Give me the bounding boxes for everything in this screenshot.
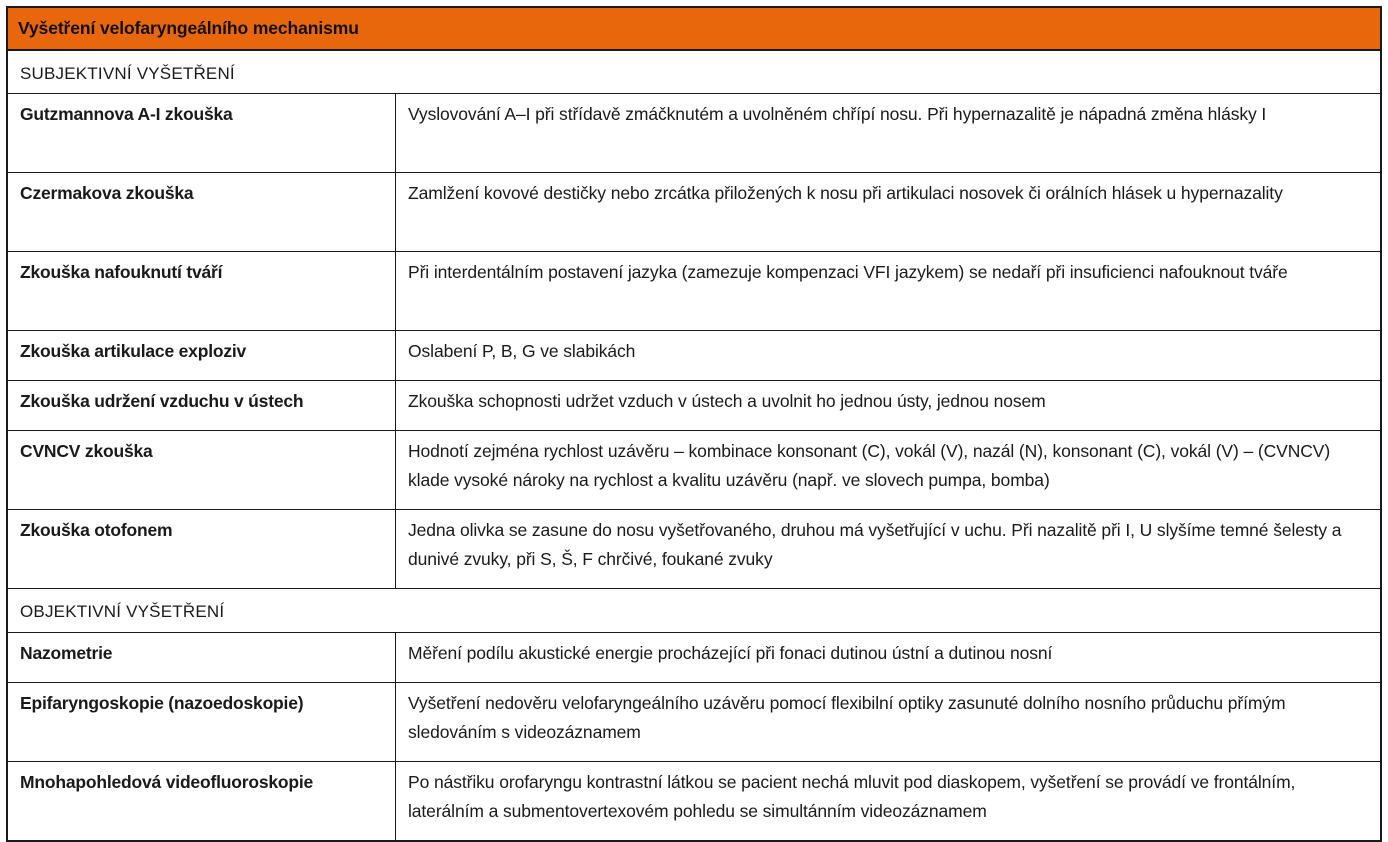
exam-name: Zkouška udržení vzduchu v ústech [8,381,396,431]
exam-description: Vyslovování A–I při střídavě zmáčknutém a uvolněném chřípí nosu. Při hypernazalitě je nápadná změna hlásky I [396,94,1381,173]
table-row [8,331,1381,381]
exam-name: Czermakova zkouška [8,173,396,252]
exam-description: Při interdentálním postavení jazyka (zamezuje kompenzaci VFI jazykem) se nedaří při insuficienci nafouknout tváře [396,252,1381,331]
table-row [8,431,1381,510]
table-row [8,510,1381,589]
exam-name: Zkouška nafouknutí tváří [8,252,396,331]
table-row [8,762,1381,841]
section-heading-row [8,50,1381,94]
table-row [8,381,1381,431]
exam-name: Zkouška otofonem [8,510,396,589]
section-heading-row [8,589,1381,633]
exam-name: Mnohapohledová videofluoroskopie [8,762,396,841]
table-row [8,252,1381,331]
exam-description: Hodnotí zejména rychlost uzávěru – kombinace konsonant (C), vokál (V), nazál (N), konsonant (C), vokál (V) – (CVNCV) klade vysoké nároky na rychlost a kvalitu uzávěru (např. ve slovech pumpa, bomba) [396,431,1381,510]
exam-description: Zamlžení kovové destičky nebo zrcátka přiložených k nosu při artikulaci nosovek či orálních hlásek u hypernazality [396,173,1381,252]
exam-description: Oslabení P, B, G ve slabikách [396,331,1381,381]
table-row [8,683,1381,762]
table-row [8,94,1381,173]
exam-table [6,6,1382,842]
exam-name: Zkouška artikulace exploziv [8,331,396,381]
exam-name: Nazometrie [8,633,396,683]
table-title: Vyšetření velofaryngeálního mechanismu [8,8,1381,50]
exam-name: CVNCV zkouška [8,431,396,510]
exam-table-grid [7,7,1381,841]
section-heading-objective: OBJEKTIVNÍ VYŠETŘENÍ [8,589,1381,633]
section-heading-subjective: SUBJEKTIVNÍ VYŠETŘENÍ [8,50,1381,94]
table-row [8,633,1381,683]
exam-name: Gutzmannova A-I zkouška [8,94,396,173]
table-row [8,173,1381,252]
exam-description: Po nástřiku orofaryngu kontrastní látkou se pacient nechá mluvit pod diaskopem, vyšetření se provádí ve frontálním, laterálním a submentovertexovém pohledu se simultánním videozáznamem [396,762,1381,841]
exam-description: Jedna olivka se zasune do nosu vyšetřovaného, druhou má vyšetřující v uchu. Při nazalitě při I, U slyšíme temné šelesty a dunivé zvuky, při S, Š, F chrčivé, foukané zvuky [396,510,1381,589]
table-title-row [8,8,1381,50]
exam-name: Epifaryngoskopie (nazoedoskopie) [8,683,396,762]
exam-description: Vyšetření nedověru velofaryngeálního uzávěru pomocí flexibilní optiky zasunuté dolního nosního průduchu přímým sledováním s videozáznamem [396,683,1381,762]
exam-description: Měření podílu akustické energie procházející při fonaci dutinou ústní a dutinou nosní [396,633,1381,683]
exam-description: Zkouška schopnosti udržet vzduch v ústech a uvolnit ho jednou ústy, jednou nosem [396,381,1381,431]
